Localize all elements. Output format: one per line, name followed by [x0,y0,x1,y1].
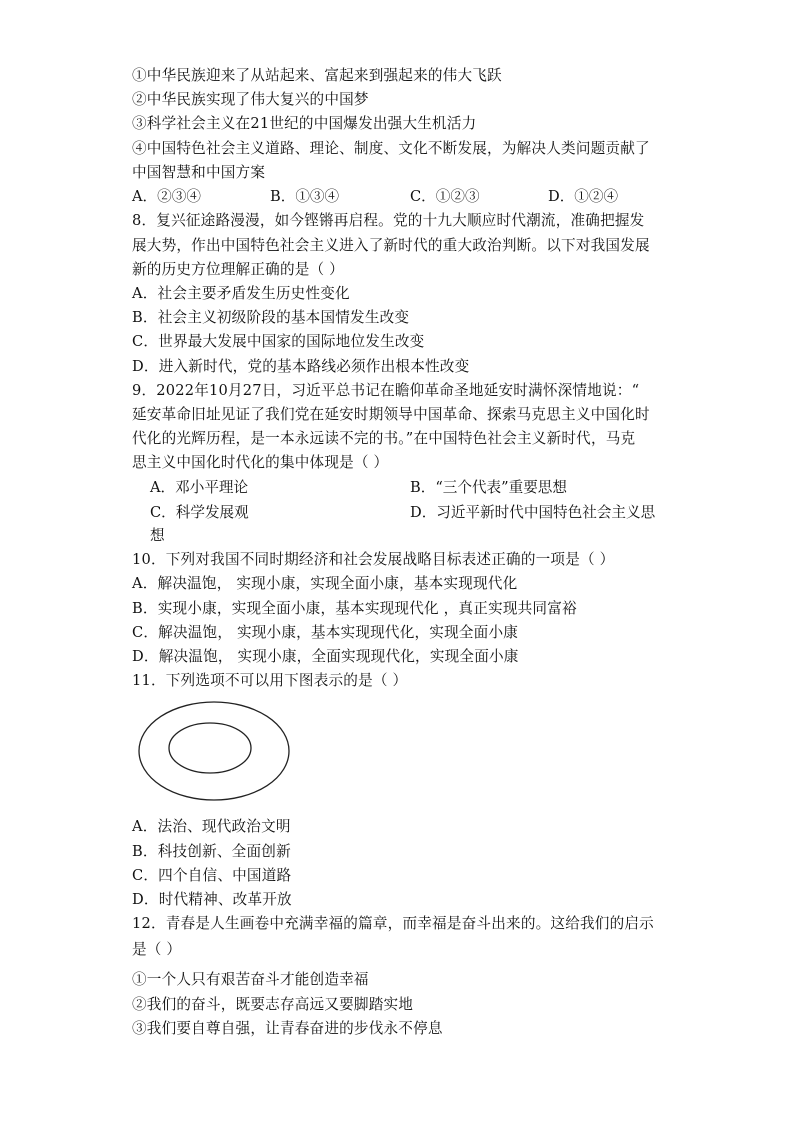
q8-stem-line-2: 展大势，作出中国特色社会主义进入了新时代的重大政治判断。以下对我国发展 [132,237,650,254]
q11-option-d: D．时代精神、改革开放 [132,891,292,908]
nested-ellipses-diagram [135,697,293,805]
q7-item-2: ②中华民族实现了伟大复兴的中国梦 [132,91,369,108]
q8-option-c: C．世界最大发展中国家的国际地位发生改变 [132,333,425,350]
outer-ellipse [139,702,289,800]
q9-stem-line-3: 代化的光辉历程，是一本永远读不完的书。”在中国特色社会主义新时代，马克 [132,430,636,447]
q7-option-b: B．①③④ [270,188,340,205]
q10-option-c: C．解决温饱， 实现小康，基本实现现代化，实现全面小康 [132,624,519,641]
q11-stem: 11．下列选项不可以用下图表示的是（ ） [132,672,408,689]
q10-option-a: A．解决温饱， 实现小康，实现全面小康，基本实现现代化 [132,575,518,592]
q12-item-2: ②我们的奋斗，既要志存高远又要脚踏实地 [132,996,414,1013]
q9-option-d: D．习近平新时代中国特色社会主义思 [410,504,656,521]
q9-stem-line-2: 延安革命旧址见证了我们党在延安时期领导中国革命、探索马克思主义中国化时 [132,406,650,423]
q12-stem-line-2: 是（ ） [132,941,182,958]
q9-stem-line-1: 9．2022年10月27日，习近平总书记在瞻仰革命圣地延安时满怀深情地说：“ [132,382,640,399]
q10-option-d: D．解决温饱， 实现小康，全面实现现代化，实现全面小康 [132,648,519,665]
q7-option-a: A．②③④ [132,188,201,205]
q7-option-d: D．①②④ [548,188,619,205]
q7-item-4-wrap: 中国智慧和中国方案 [132,164,266,181]
q9-option-a: A．邓小平理论 [150,479,249,496]
q9-option-c: C．科学发展观 [150,504,249,521]
q8-option-a: A．社会主要矛盾发生历史性变化 [132,285,350,302]
q11-option-a: A．法治、现代政治文明 [132,818,291,835]
inner-ellipse [169,723,251,773]
q7-item-4: ④中国特色社会主义道路、理论、制度、文化不断发展，为解决人类问题贡献了 [132,140,650,157]
q7-item-1: ①中华民族迎来了从站起来、富起来到强起来的伟大飞跃 [132,67,502,84]
q10-option-b: B．实现小康，实现全面小康，基本实现现代化 ，真正实现共同富裕 [132,600,577,617]
q8-stem-line-3: 新的历史方位理解正确的是（ ） [132,261,344,278]
q11-option-b: B．科技创新、全面创新 [132,843,291,860]
q9-option-d-wrap: 想 [150,527,165,544]
q12-item-3: ③我们要自尊自强，让青春奋进的步伐永不停息 [132,1020,443,1037]
q7-item-3: ③科学社会主义在21世纪的中国爆发出强大生机活力 [132,115,477,132]
q8-stem-line-1: 8．复兴征途路漫漫，如今铿锵再启程。党的十九大顺应时代潮流，准确把握发 [132,212,645,229]
q11-option-c: C．四个自信、中国道路 [132,867,292,884]
q12-item-1: ①一个人只有艰苦奋斗才能创造幸福 [132,971,369,988]
q8-option-d: D．进入新时代，党的基本路线必须作出根本性改变 [132,358,470,375]
q9-stem-line-4: 思主义中国化时代化的集中体现是（ ） [132,454,389,471]
q7-option-c: C．①②③ [410,188,480,205]
q9-option-b: B．“三个代表”重要思想 [410,479,567,496]
q10-stem: 10．下列对我国不同时期经济和社会发展战略目标表述正确的一项是（ ） [132,551,615,568]
q8-option-b: B．社会主义初级阶段的基本国情发生改变 [132,309,410,326]
q12-stem-line-1: 12．青春是人生画卷中充满幸福的篇章，而幸福是奋斗出来的。这给我们的启示 [132,915,654,932]
